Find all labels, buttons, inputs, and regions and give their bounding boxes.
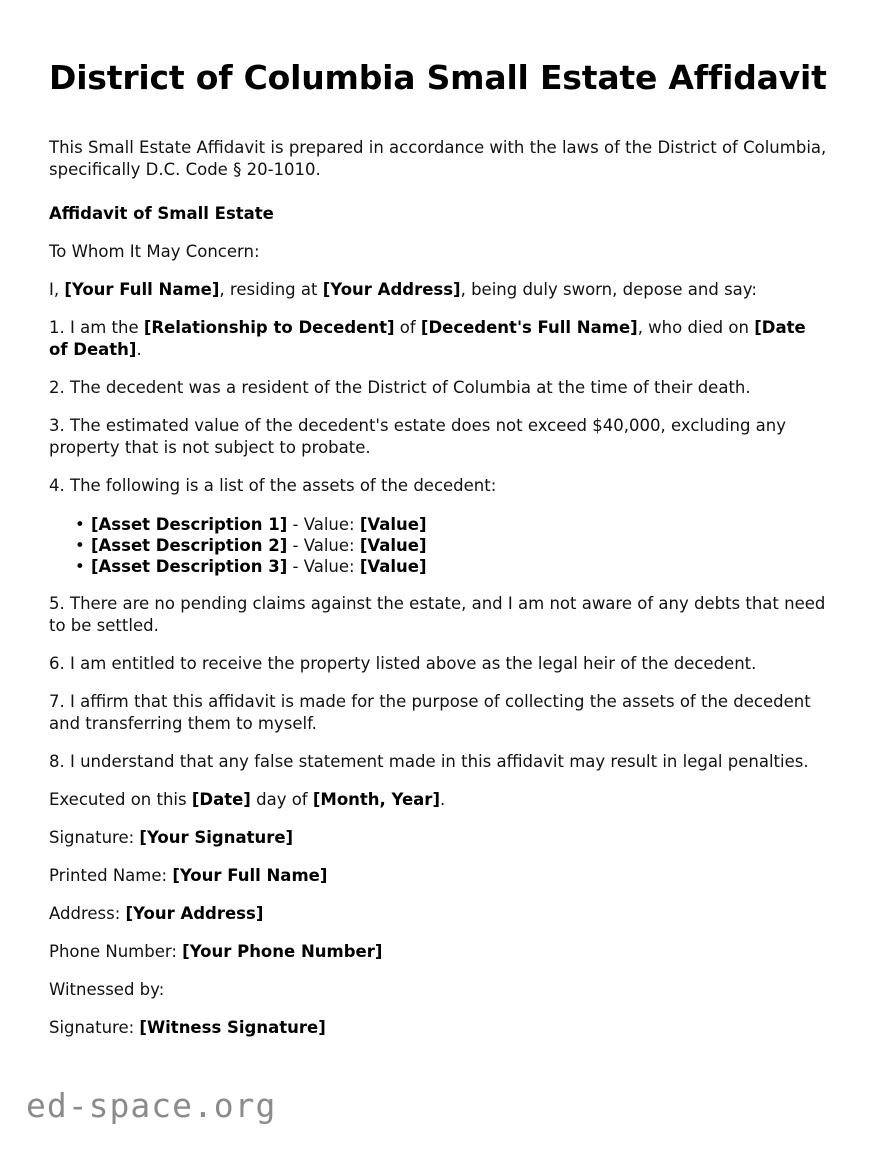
asset-value: [Value] bbox=[359, 515, 427, 534]
signature-line bbox=[49, 811, 829, 849]
item-1 bbox=[49, 301, 829, 361]
asset-value: [Value] bbox=[359, 557, 427, 576]
intro-text: This Small Estate Affidavit is prepared in accordance with the laws of the District of Columbia, specifically D.C. Code § 20-1010. bbox=[49, 138, 827, 179]
asset-list bbox=[49, 497, 829, 577]
asset-separator: - Value: bbox=[287, 536, 360, 555]
asset-value: [Value] bbox=[359, 536, 427, 555]
section-heading-affidavit: Affidavit of Small Estate bbox=[49, 204, 274, 223]
execution-tail: . bbox=[440, 790, 446, 809]
execution-mid: day of bbox=[250, 790, 313, 809]
declaration-mid: , residing at bbox=[219, 280, 323, 299]
placeholder-month-year: [Month, Year] bbox=[312, 790, 440, 809]
placeholder-date: [Date] bbox=[191, 790, 251, 809]
address-label: Address: bbox=[49, 904, 126, 923]
item-6: 6. I am entitled to receive the property listed above as the legal heir of the decedent. bbox=[49, 654, 757, 673]
placeholder-decedent-full-name: [Decedent's Full Name] bbox=[420, 318, 638, 337]
placeholder-your-address: [Your Address] bbox=[322, 280, 461, 299]
witness-signature-label: Signature: bbox=[49, 1018, 140, 1037]
execution-line bbox=[49, 773, 829, 811]
asset-separator: - Value: bbox=[287, 557, 360, 576]
declaration-tail: , being duly sworn, depose and say: bbox=[460, 280, 757, 299]
site-watermark: ed-space.org bbox=[26, 1086, 277, 1125]
item-8: 8. I understand that any false statement made in this affidavit may result in legal penalties. bbox=[49, 752, 809, 771]
page-title: District of Columbia Small Estate Affidavit bbox=[49, 58, 827, 97]
item-1-mid-2: , who died on bbox=[637, 318, 755, 337]
asset-description: [Asset Description 2] bbox=[91, 536, 288, 555]
item-2: 2. The decedent was a resident of the District of Columbia at the time of their death. bbox=[49, 378, 751, 397]
signature-label: Signature: bbox=[49, 828, 140, 847]
list-item bbox=[49, 556, 829, 577]
witness-signature-line bbox=[49, 1001, 829, 1039]
intro-paragraph bbox=[49, 98, 829, 181]
placeholder-your-full-name: [Your Full Name] bbox=[64, 280, 220, 299]
placeholder-relationship-to-decedent: [Relationship to Decedent] bbox=[143, 318, 395, 337]
list-item bbox=[49, 514, 829, 535]
item-7: 7. I affirm that this affidavit is made for the purpose of collecting the assets of the decedent and transferring them to myself. bbox=[49, 692, 811, 733]
asset-description: [Asset Description 1] bbox=[91, 515, 288, 534]
item-5: 5. There are no pending claims against the estate, and I am not aware of any debts that need to be settled. bbox=[49, 594, 826, 635]
salutation: To Whom It May Concern: bbox=[49, 242, 260, 261]
item-3: 3. The estimated value of the decedent's estate does not exceed $40,000, excluding any property that is not subject to probate. bbox=[49, 416, 786, 457]
bullet-icon: • bbox=[75, 515, 85, 534]
address-line bbox=[49, 887, 829, 925]
printed-name-line bbox=[49, 849, 829, 887]
declaration-paragraph bbox=[49, 263, 829, 301]
execution-lead: Executed on this bbox=[49, 790, 192, 809]
placeholder-printed-full-name: [Your Full Name] bbox=[172, 866, 328, 885]
phone-line bbox=[49, 925, 829, 963]
placeholder-your-signature: [Your Signature] bbox=[139, 828, 294, 847]
item-1-tail: . bbox=[136, 340, 142, 359]
witness-heading: Witnessed by: bbox=[49, 980, 165, 999]
bullet-icon: • bbox=[75, 536, 85, 555]
placeholder-date-of-death: [Date of Death] bbox=[49, 318, 806, 359]
asset-separator: - Value: bbox=[287, 515, 360, 534]
item-1-lead: 1. I am the bbox=[49, 318, 144, 337]
bullet-icon: • bbox=[75, 557, 85, 576]
item-1-mid: of bbox=[394, 318, 421, 337]
placeholder-signer-address: [Your Address] bbox=[125, 904, 264, 923]
asset-description: [Asset Description 3] bbox=[91, 557, 288, 576]
list-item bbox=[49, 535, 829, 556]
phone-label: Phone Number: bbox=[49, 942, 183, 961]
placeholder-witness-signature: [Witness Signature] bbox=[139, 1018, 326, 1037]
placeholder-phone-number: [Your Phone Number] bbox=[182, 942, 383, 961]
printed-name-label: Printed Name: bbox=[49, 866, 173, 885]
document-content bbox=[49, 0, 829, 1039]
item-4: 4. The following is a list of the assets of the decedent: bbox=[49, 476, 497, 495]
declaration-lead: I, bbox=[49, 280, 65, 299]
